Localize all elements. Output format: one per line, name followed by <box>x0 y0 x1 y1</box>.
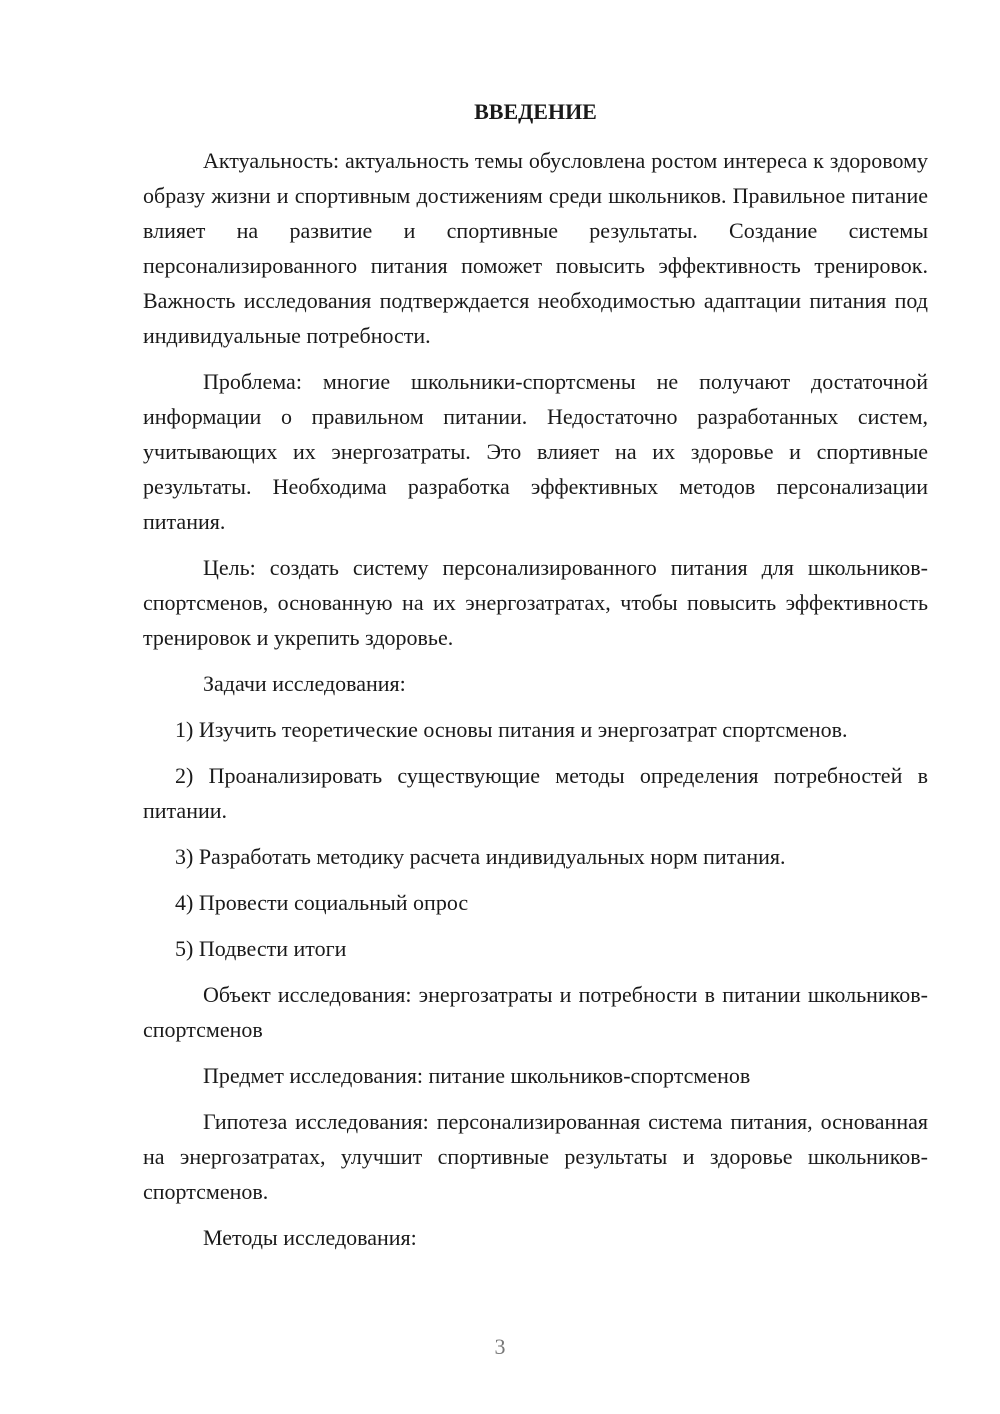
page-title: ВВЕДЕНИЕ <box>474 99 597 124</box>
document-page <box>143 93 928 1266</box>
tasks-heading: Задачи исследования: <box>203 671 406 696</box>
task-item-4: 4) Провести социальный опрос <box>175 890 469 915</box>
paragraph-relevance: Актуальность: актуальность темы обусловлена ростом интереса к здоровому образу жизни и спортивным достижениям среди школьников. Правильное питание влияет на развитие и спортивные результаты. Создание системы персонализированного питания поможет повысить эффективность тренировок. Важность исследования подтверждается необходимостью адаптации питания под индивидуальные потребности. <box>143 148 928 348</box>
page-number: 3 <box>494 1334 506 1359</box>
paragraph-hypothesis: Гипотеза исследования: персонализированная система питания, основанная на энергозатратах, улучшит спортивные результаты и здоровье школьников-спортсменов. <box>143 1109 928 1204</box>
paragraph-goal: Цель: создать систему персонализированного питания для школьников-спортсменов, основанную на их энергозатратах, чтобы повысить эффективность тренировок и укрепить здоровье. <box>143 555 928 650</box>
methods-heading: Методы исследования: <box>203 1225 417 1250</box>
paragraph-subject: Предмет исследования: питание школьников-спортсменов <box>203 1063 751 1088</box>
task-item-3: 3) Разработать методику расчета индивидуальных норм питания. <box>175 844 786 869</box>
task-item-2: 2) Проанализировать существующие методы определения потребностей в питании. <box>143 763 928 823</box>
task-item-5: 5) Подвести итоги <box>175 936 347 961</box>
paragraph-problem: Проблема: многие школьники-спортсмены не получают достаточной информации о правильном питании. Недостаточно разработанных систем, учитывающих их энергозатраты. Это влияет на их здоровье и спортивные результаты. Необходима разработка эффективных методов персонализации питания. <box>143 369 928 534</box>
paragraph-object: Объект исследования: энергозатраты и потребности в питании школьников-спортсменов <box>143 982 928 1042</box>
task-item-1: 1) Изучить теоретические основы питания и энергозатрат спортсменов. <box>175 717 848 742</box>
